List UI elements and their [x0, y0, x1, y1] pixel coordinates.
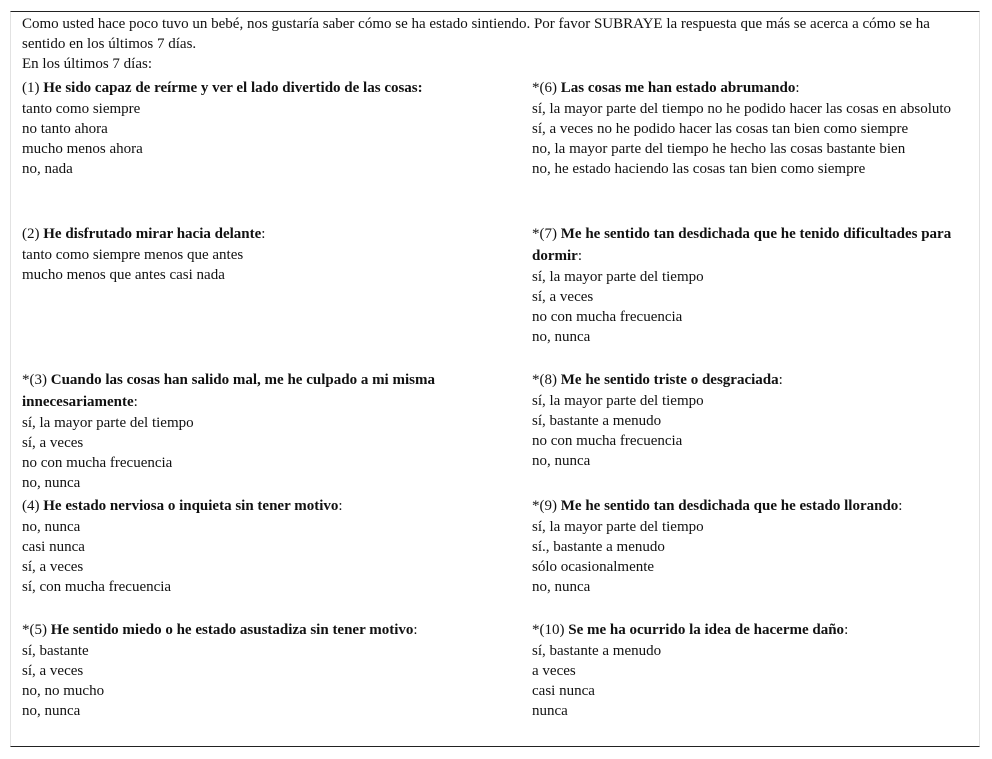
answer-option[interactable]: no con mucha frecuencia [532, 433, 683, 449]
answer-option[interactable]: no, nunca [532, 453, 591, 469]
answer-option[interactable]: no con mucha frecuencia [532, 309, 683, 325]
answer-option[interactable]: tanto como siempre [22, 101, 141, 117]
answer-option[interactable]: sí, a veces no he podido hacer las cosas tan bien como siempre [532, 121, 909, 137]
answer-option[interactable]: no, la mayor parte del tiempo he hecho las cosas bastante bien [532, 141, 906, 157]
question-title: *(7) Me he sentido tan desdichada que he tenido dificultades para dormir: [532, 226, 952, 264]
answer-option[interactable]: sí, a veces [532, 289, 594, 305]
answer-option[interactable]: no, no mucho [22, 683, 105, 699]
question-title: *(3) Cuando las cosas han salido mal, me he culpado a mi misma innecesariamente: [22, 372, 435, 410]
answer-option[interactable]: no, nunca [22, 519, 81, 535]
question-title: *(5) He sentido miedo o he estado asustadiza sin tener motivo: [22, 622, 418, 638]
answer-option[interactable]: sí, bastante a menudo [532, 643, 662, 659]
answer-option[interactable]: tanto como siempre menos que antes [22, 247, 244, 263]
answer-option[interactable]: casi nunca [22, 539, 85, 555]
answer-option[interactable]: no con mucha frecuencia [22, 455, 173, 471]
question-3 [22, 369, 502, 493]
answer-option[interactable]: sí., bastante a menudo [532, 539, 665, 555]
question-10 [532, 619, 952, 721]
answer-option[interactable]: no, nunca [22, 475, 81, 491]
answer-option[interactable]: sí, la mayor parte del tiempo [532, 393, 704, 409]
question-title: *(8) Me he sentido triste o desgraciada: [532, 372, 783, 388]
intro-subheading: En los últimos 7 días: [22, 56, 153, 72]
answer-option[interactable]: no, nada [22, 161, 73, 177]
answer-option[interactable]: sólo ocasionalmente [532, 559, 655, 575]
answer-option[interactable]: sí, bastante [22, 643, 89, 659]
intro-paragraph: Como usted hace poco tuvo un bebé, nos gustaría saber cómo se ha estado sintiendo. Por favor SUBRAYE la respuesta que más se acerca a cómo se ha sentido en los últimos 7 días. [22, 16, 930, 52]
intro-block [22, 14, 972, 74]
question-8 [532, 369, 952, 471]
question-title: *(10) Se me ha ocurrido la idea de hacerme daño: [532, 622, 849, 638]
question-6 [532, 77, 952, 179]
answer-option[interactable]: sí, a veces [22, 435, 84, 451]
answer-option[interactable]: sí, la mayor parte del tiempo [532, 519, 704, 535]
answer-option[interactable]: sí, a veces [22, 559, 84, 575]
question-1 [22, 77, 502, 179]
answer-option[interactable]: no, nunca [532, 329, 591, 345]
answer-option[interactable]: a veces [532, 663, 576, 679]
question-title: (2) He disfrutado mirar hacia delante: [22, 226, 266, 242]
question-title: (4) He estado nerviosa o inquieta sin tener motivo: [22, 498, 343, 514]
answer-option[interactable]: sí, con mucha frecuencia [22, 579, 172, 595]
answer-option[interactable]: no, nunca [532, 579, 591, 595]
answer-option[interactable]: casi nunca [532, 683, 595, 699]
question-title: *(9) Me he sentido tan desdichada que he estado llorando: [532, 498, 903, 514]
question-9 [532, 495, 952, 597]
question-2 [22, 223, 502, 285]
answer-option[interactable]: no tanto ahora [22, 121, 108, 137]
questionnaire-table [10, 11, 980, 747]
answer-option[interactable]: no, he estado haciendo las cosas tan bien como siempre [532, 161, 866, 177]
answer-option[interactable]: sí, la mayor parte del tiempo [532, 269, 704, 285]
question-7 [532, 223, 952, 347]
answer-option[interactable]: nunca [532, 703, 568, 719]
question-title: *(6) Las cosas me han estado abrumando: [532, 80, 800, 96]
question-5 [22, 619, 502, 721]
answer-option[interactable]: no, nunca [22, 703, 81, 719]
answer-option[interactable]: sí, a veces [22, 663, 84, 679]
question-title: (1) He sido capaz de reírme y ver el lado divertido de las cosas: [22, 80, 423, 96]
question-4 [22, 495, 502, 597]
answer-option[interactable]: mucho menos que antes casi nada [22, 267, 225, 283]
answer-option[interactable]: mucho menos ahora [22, 141, 143, 157]
answer-option[interactable]: sí, la mayor parte del tiempo [22, 415, 194, 431]
answer-option[interactable]: sí, bastante a menudo [532, 413, 662, 429]
answer-option[interactable]: sí, la mayor parte del tiempo no he podido hacer las cosas en absoluto [532, 101, 952, 117]
